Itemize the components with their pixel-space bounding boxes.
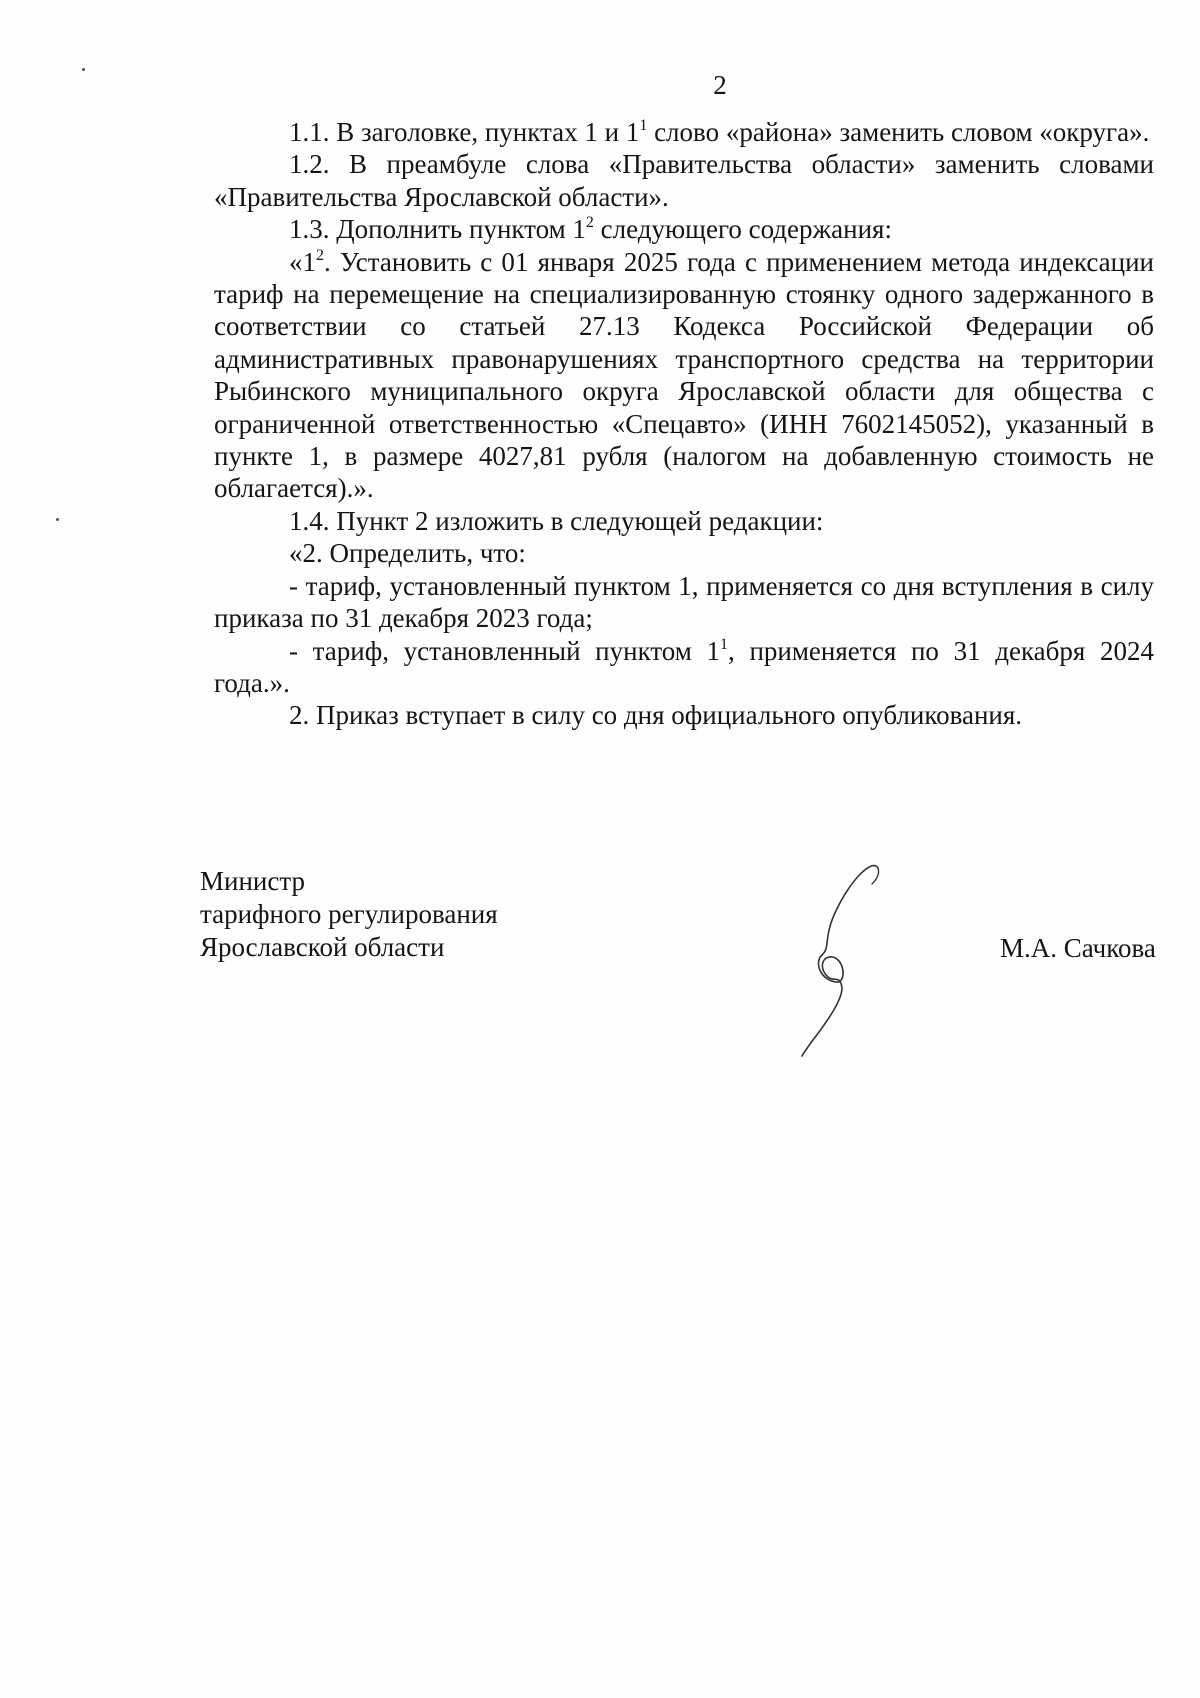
paragraph-1-4: 1.4. Пункт 2 изложить в следующей редакции:	[289, 505, 824, 536]
handwritten-signature	[780, 860, 900, 1060]
scan-speck	[82, 68, 85, 71]
scan-speck	[56, 518, 59, 521]
paragraph-1-1: 1.1. В заголовке, пунктах 1 и $1^1$ слово «района» заменить словом «округа».	[289, 117, 1150, 147]
paragraph-dash-2: - тариф, установленный пунктом $1^1$, применяется по 31 декабря 2024 года.».	[214, 635, 1154, 698]
paragraph-1-2: 1.2. В преамбуле слова «Правительства области» заменить словами «Правительства Ярославской области».	[214, 149, 1154, 212]
page-number: 2	[713, 70, 727, 100]
signatory-position-line: Министр	[200, 866, 305, 896]
paragraph-2: 2. Приказ вступает в силу со дня официального опубликования.	[289, 700, 1023, 731]
signatory-name: М.А. Сачкова	[1000, 933, 1156, 963]
paragraph-1-3-quote: «$1^2$. Установить с 01 января 2025 года с применением метода индексации тариф на перемещение на специализированную стоянку одного задержанного в соответствии со статьей 27.13 Кодекса Российской Федерации об административных правонарушениях транспортного средства на территории Рыбинского муниципального округа Ярославской области для общества с ограниченной ответственностью «Спецавто» (ИНН 7602145052), указанный в пункте 1, в размере 4027,81 рубля (налогом на добавленную стоимость не облагается).».	[214, 246, 1154, 504]
signatory-position-line: Ярославской области	[200, 932, 445, 962]
signatory-position-line: тарифного регулирования	[200, 899, 498, 929]
paragraph-1-4-quote: «2. Определить, что:	[289, 538, 526, 569]
signatory-position	[200, 865, 498, 964]
paragraph-dash-1: - тариф, установленный пунктом 1, применяется со дня вступления в силу приказа по 31 декабря 2023 года;	[214, 570, 1154, 634]
document-body	[214, 116, 1154, 732]
paragraph-1-3: 1.3. Дополнить пунктом $1^2$ следующего содержания:	[289, 214, 892, 245]
